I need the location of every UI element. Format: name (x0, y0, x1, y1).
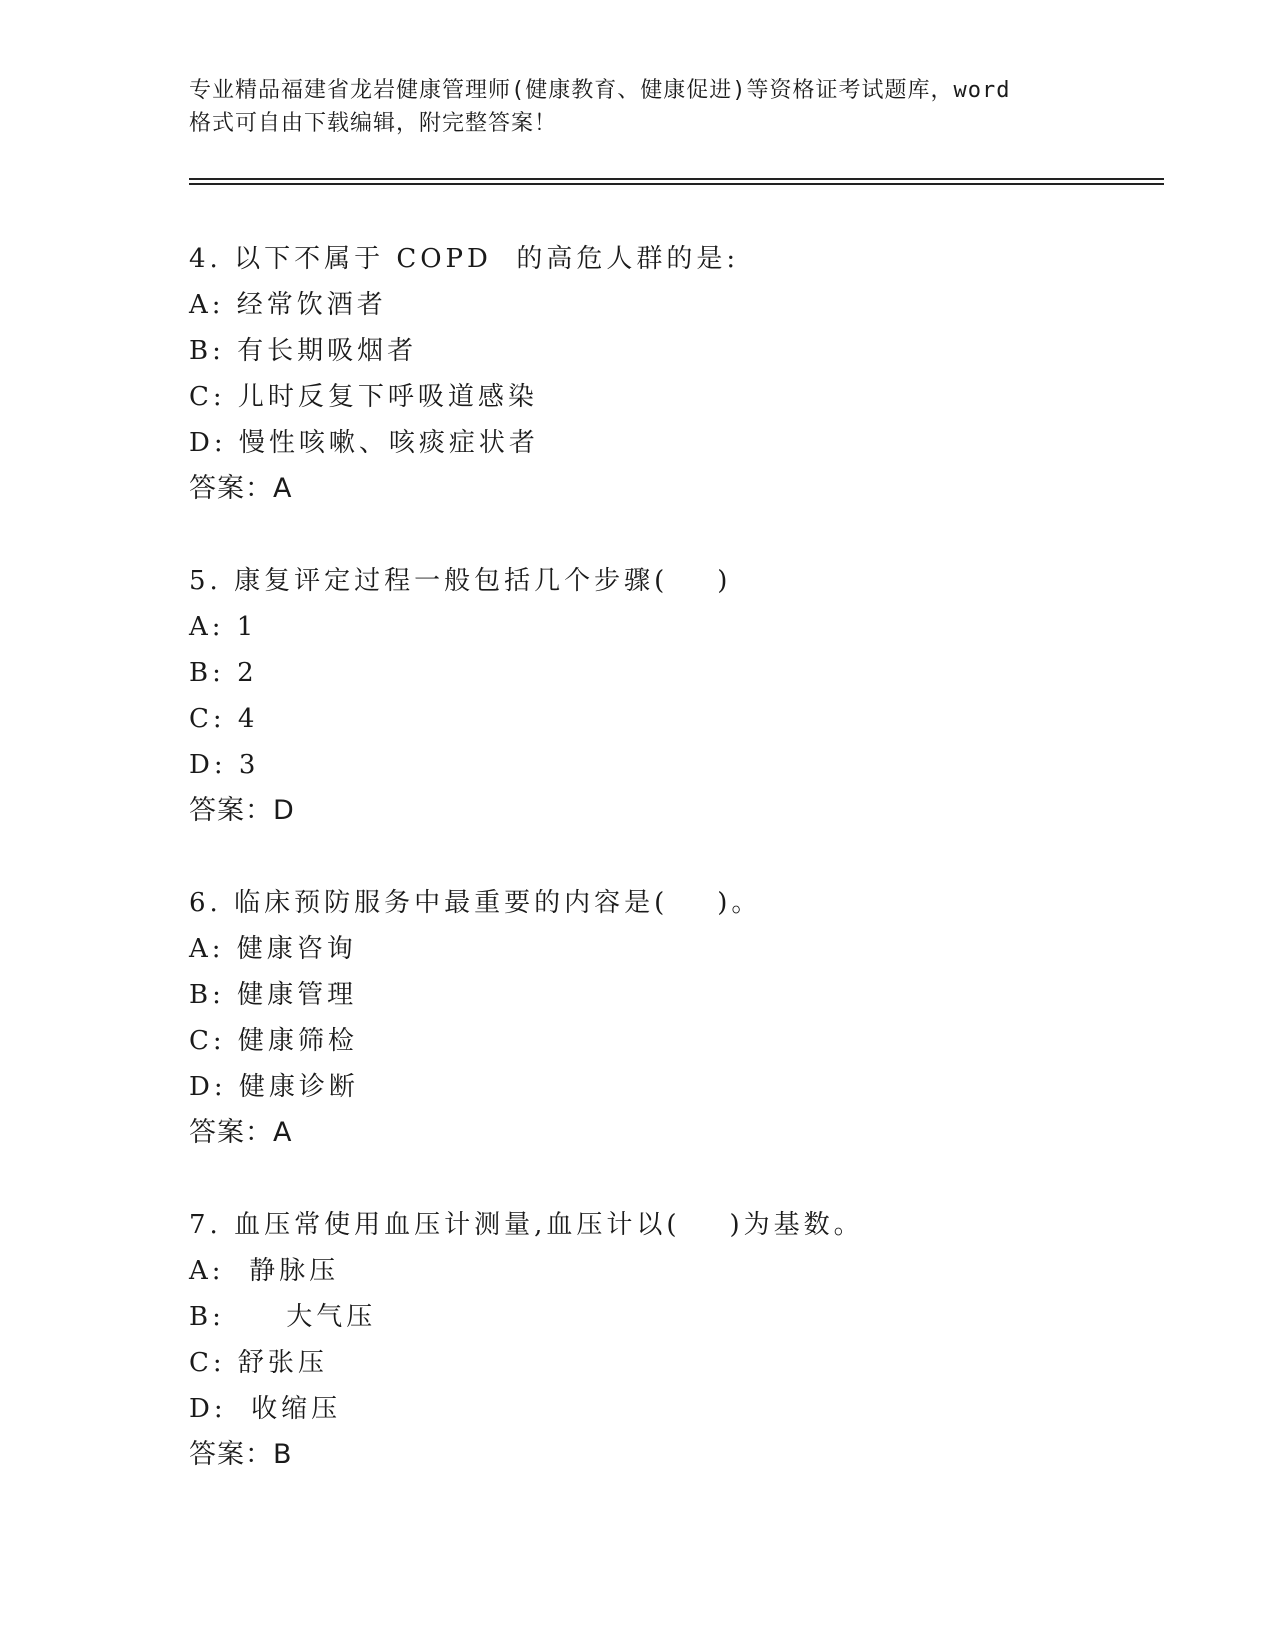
option-b: B: 健康管理 (189, 980, 358, 1010)
option-d: D: 慢性咳嗽、咳痰症状者 (189, 428, 539, 458)
option-b: B: 有长期吸烟者 (189, 336, 418, 366)
answer-text: 答案：A (189, 1117, 293, 1148)
option-a: A: 经常饮酒者 (189, 290, 387, 320)
document-header (189, 74, 1069, 140)
answer-text: 答案：D (189, 795, 295, 826)
option-c: C: 儿时反复下呼吸道感染 (189, 382, 538, 412)
option-a: A: 1 (189, 612, 258, 642)
option-d: D: 健康诊断 (189, 1072, 359, 1102)
answer-text: 答案：B (189, 1439, 293, 1470)
option-b: B: 大气压 (189, 1302, 377, 1332)
question-stem: 4. 以下不属于 COPD 的高危人群的是: (189, 244, 740, 274)
option-c: C: 4 (189, 704, 259, 734)
question-4 (189, 236, 1139, 512)
header-line-1: 专业精品福建省龙岩健康管理师(健康教育、健康促进)等资格证考试题库，word (189, 78, 1011, 103)
option-d: D: 3 (189, 750, 260, 780)
header-divider-top (189, 178, 1164, 180)
question-stem: 6. 临床预防服务中最重要的内容是( )。 (189, 888, 762, 918)
answer-text: 答案：A (189, 473, 293, 504)
question-6 (189, 880, 1139, 1156)
option-d: D: 收缩压 (189, 1394, 342, 1424)
question-stem: 5. 康复评定过程一般包括几个步骤( ) (189, 566, 732, 596)
option-a: A: 静脉压 (189, 1256, 340, 1286)
option-c: C: 舒张压 (189, 1348, 328, 1378)
header-divider-bottom (189, 183, 1164, 185)
option-a: A: 健康咨询 (189, 934, 357, 964)
option-c: C: 健康筛检 (189, 1026, 358, 1056)
question-stem: 7. 血压常使用血压计测量,血压计以( )为基数。 (189, 1210, 864, 1240)
header-line-2: 格式可自由下载编辑，附完整答案！ (189, 111, 558, 136)
question-7 (189, 1202, 1139, 1478)
question-5 (189, 558, 1139, 834)
option-b: B: 2 (189, 658, 258, 688)
